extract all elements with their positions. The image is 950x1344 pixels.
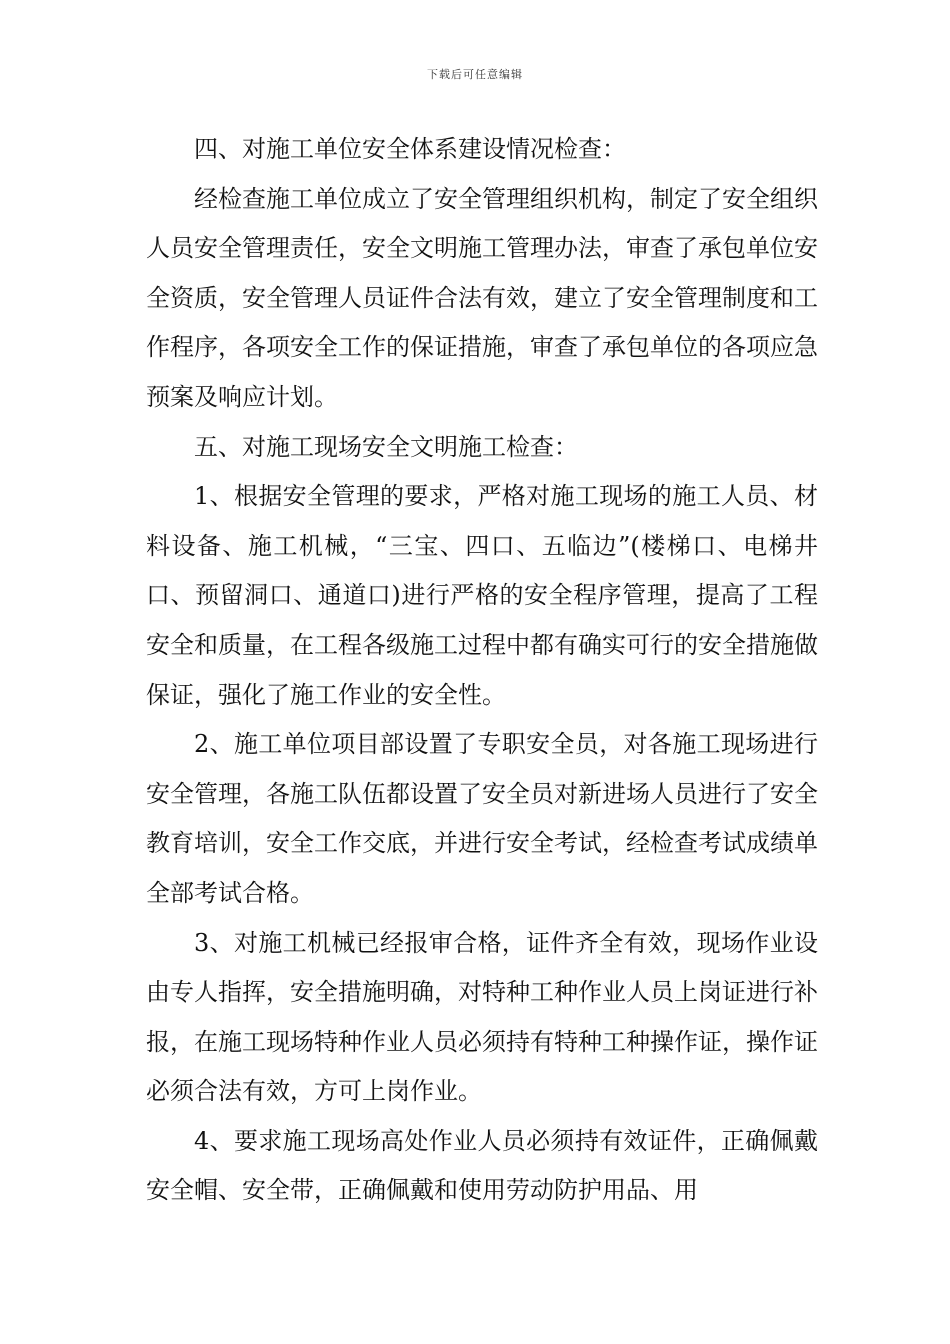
document-body xyxy=(146,125,818,1216)
paragraph-item-1: 1、根据安全管理的要求，严格对施工现场的施工人员、材料设备、施工机械，“三宝、四口、五临边”(楼梯口、电梯井口、预留洞口、通道口)进行严格的安全程序管理，提高了工程安全和质量，在工程各级施工过程中都有确实可行的安全措施做保证，强化了施工作业的安全性。 xyxy=(146,482,818,709)
section-heading-4: 四、对施工单位安全体系建设情况检查： xyxy=(194,135,626,163)
header-note: 下载后可任意编辑 xyxy=(427,68,523,81)
paragraph-item-4: 4、要求施工现场高处作业人员必须持有效证件，正确佩戴安全帽、安全带，正确佩戴和使用劳动防护用品、用 xyxy=(146,1126,818,1205)
paragraph-item-3: 3、对施工机械已经报审合格，证件齐全有效，现场作业设由专人指挥，安全措施明确，对特种工种作业人员上岗证进行补报，在施工现场特种作业人员必须持有特种工种操作证，操作证必须合法有效，方可上岗作业。 xyxy=(146,928,818,1106)
paragraph-item-2: 2、施工单位项目部设置了专职安全员，对各施工现场进行安全管理，各施工队伍都设置了安全员对新进场人员进行了安全教育培训，安全工作交底，并进行安全考试，经检查考试成绩单全部考试合格。 xyxy=(146,730,818,907)
paragraph-system-check: 经检查施工单位成立了安全管理组织机构，制定了安全组织人员安全管理责任，安全文明施工管理办法，审查了承包单位安全资质，安全管理人员证件合法有效，建立了安全管理制度和工作程序，各项安全工作的保证措施，审查了承包单位的各项应急预案及响应计划。 xyxy=(146,184,818,411)
section-heading-5: 五、对施工现场安全文明施工检查： xyxy=(194,432,578,461)
